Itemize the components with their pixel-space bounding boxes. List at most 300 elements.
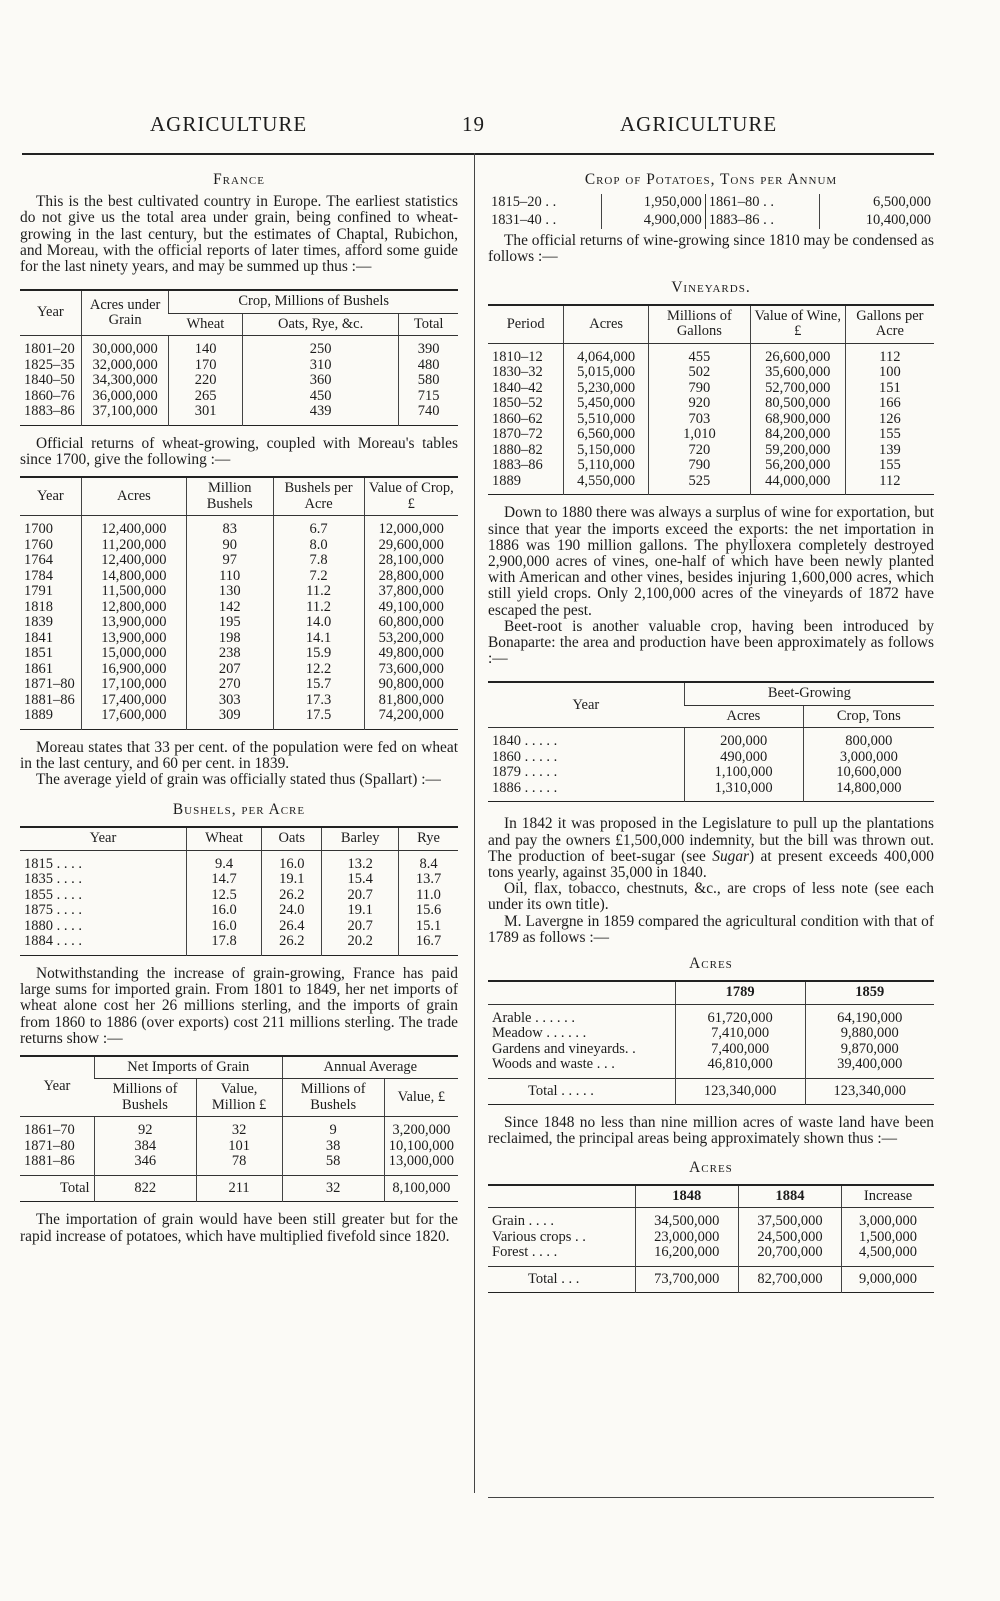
- table-cell: 10,400,000: [820, 212, 934, 230]
- table-cell: 1880 . . . .: [24, 917, 82, 934]
- table-cell: 450: [242, 389, 398, 405]
- table-cell: 5,110,000: [564, 458, 649, 474]
- right-column: [488, 168, 934, 1303]
- table-row: [488, 412, 934, 428]
- table-cell: 20.7: [322, 888, 399, 904]
- table-cell: 346: [94, 1154, 196, 1175]
- section-title-potatoes: Crop of Potatoes, Tons per Annum: [584, 171, 838, 188]
- col-header: Beet-Growing: [684, 682, 934, 705]
- table-row: [488, 1057, 934, 1078]
- table-row: [20, 553, 458, 569]
- table-cell: 26.2: [262, 934, 322, 955]
- table-row: [20, 662, 458, 678]
- table-cell: 112: [845, 343, 934, 365]
- table-cell: 24.0: [262, 903, 322, 919]
- table-cell: 265: [169, 389, 242, 405]
- table-cell: 9: [282, 1117, 384, 1139]
- table-cell: 310: [242, 358, 398, 374]
- table-row: [488, 427, 934, 443]
- paragraph: Since 1848 no less than nine million acres of waste land have been reclaimed, the principal areas being approximately shown thus :—: [488, 1114, 934, 1148]
- table-row: [20, 693, 458, 709]
- table-cell: 303: [186, 693, 273, 709]
- table-cell: 390: [399, 336, 458, 358]
- table-cell: 7,400,000: [675, 1042, 805, 1058]
- table-row: [488, 212, 934, 230]
- table-cell: 170: [169, 358, 242, 374]
- table-row: [20, 615, 458, 631]
- table-cell: 12,400,000: [81, 516, 186, 538]
- table-cell: 39,400,000: [805, 1057, 934, 1078]
- table-cell: 5,015,000: [564, 365, 649, 381]
- table-cell: 12,400,000: [81, 553, 186, 569]
- table-cell: 17.5: [273, 708, 364, 729]
- table-cell: 17.3: [273, 693, 364, 709]
- table-cell: 155: [845, 427, 934, 443]
- table-cell: 29,600,000: [364, 538, 458, 554]
- table-cell: 19.1: [262, 872, 322, 888]
- table-cell: 1839: [24, 614, 53, 631]
- table-row: [20, 677, 458, 693]
- col-header: Gallons per Acre: [845, 305, 934, 344]
- col-header: Wheat: [169, 313, 242, 336]
- table-cell: 46,810,000: [675, 1057, 805, 1078]
- table-cell: 5,450,000: [564, 396, 649, 412]
- paragraph: Notwithstanding the increase of grain-growing, France has paid large sums for imported grain. From 1801 to 1849, her net imports of wheat alone cost her 26 millions sterling, and the imports of grain from 1860 to 1886 (over exports) cost 211 millions sterling. The trade returns show :—: [20, 964, 458, 1047]
- table-row: [488, 396, 934, 412]
- table-row: [20, 358, 458, 374]
- col-header: Year: [20, 827, 186, 850]
- table-cell: 1886 . . . . .: [492, 779, 558, 796]
- table-cell: 1825–35: [24, 356, 75, 373]
- table-cell: 73,700,000: [635, 1266, 738, 1293]
- col-header: Crop, Millions of Bushels: [169, 290, 458, 313]
- table-cell: 822: [94, 1175, 196, 1202]
- table-cell: 82,700,000: [738, 1266, 841, 1293]
- closing-rule: [488, 1497, 934, 1498]
- table-row: [20, 850, 458, 872]
- column-divider: [474, 153, 475, 1493]
- table-cell: 1815 . . . .: [24, 855, 82, 872]
- page-number: 19: [462, 112, 485, 136]
- table-cell: 17,600,000: [81, 708, 186, 729]
- table-cell: 1889: [24, 707, 53, 724]
- table-cell: 24,500,000: [738, 1230, 841, 1246]
- table-cell: 4,500,000: [842, 1245, 934, 1266]
- table-cell: 490,000: [684, 750, 803, 766]
- table-cell: Total: [20, 1175, 94, 1202]
- table-cell: 1860–76: [24, 387, 75, 404]
- text-run: In 1842 it was proposed in the Legislature to pull up the plantations and pay the owners £1,500,000 indemnity, but the bill was thrown out. The production of beet-sugar (see: [488, 815, 934, 865]
- table-cell: 16,900,000: [81, 662, 186, 678]
- table-cell: 1883–86 . .: [705, 212, 820, 230]
- table-cell: 1881–86: [24, 1153, 75, 1170]
- table-cell: 1830–32: [492, 364, 543, 381]
- table-row: [20, 600, 458, 616]
- table-cell: 1840 . . . . .: [492, 733, 558, 750]
- table-row: [20, 404, 458, 425]
- table-cell: 16,200,000: [635, 1245, 738, 1266]
- table-row: [488, 750, 934, 766]
- table-cell: 1889: [492, 472, 521, 489]
- table-cell: 13,900,000: [81, 631, 186, 647]
- table-cell: 14,800,000: [81, 569, 186, 585]
- table-cell: 14,800,000: [803, 781, 934, 802]
- table-cell: 1,010: [649, 427, 751, 443]
- col-header: Millions of Bushels: [94, 1079, 196, 1117]
- table-cell: 740: [399, 404, 458, 425]
- table-cell: 1883–86: [492, 457, 543, 474]
- table-cell: 12.2: [273, 662, 364, 678]
- table-cell: 1850–52: [492, 395, 543, 412]
- table-row: [488, 1026, 934, 1042]
- table-cell: 23,000,000: [635, 1230, 738, 1246]
- table-acres-1789-1859: [488, 980, 934, 1105]
- table-cell: 37,100,000: [81, 404, 169, 425]
- table-cell: 12,000,000: [364, 516, 458, 538]
- table-cell: 112: [845, 474, 934, 495]
- table-cell: 1881–86: [24, 691, 75, 708]
- table-cell: 198: [186, 631, 273, 647]
- table-cell: 1870–72: [492, 426, 543, 443]
- table-cell: 17.8: [186, 934, 261, 955]
- table-row: [20, 888, 458, 904]
- table-cell: Meadow . . . . . .: [492, 1025, 587, 1042]
- table-cell: 580: [399, 373, 458, 389]
- table-row: [488, 1004, 934, 1026]
- table-cell: 1871–80: [24, 676, 75, 693]
- table-cell: 1860–62: [492, 410, 543, 427]
- table-cell: 11,500,000: [81, 584, 186, 600]
- table-cell: 920: [649, 396, 751, 412]
- table-cell: 1861–70: [24, 1122, 75, 1139]
- table-cell: 52,700,000: [750, 381, 845, 397]
- table-cell: 123,340,000: [675, 1078, 805, 1105]
- table-cell: 12,800,000: [81, 600, 186, 616]
- table-cell: 800,000: [803, 728, 934, 750]
- table-cell: Woods and waste . . .: [492, 1056, 615, 1073]
- col-header: Increase: [842, 1185, 934, 1208]
- table-cell: 5,230,000: [564, 381, 649, 397]
- table-row: [488, 365, 934, 381]
- table-cell: 9,880,000: [805, 1026, 934, 1042]
- paragraph: Oil, flax, tobacco, chestnuts, &c., are crops of less note (see each under its own title).: [488, 880, 934, 914]
- table-cell: 13,900,000: [81, 615, 186, 631]
- table-cell: 56,200,000: [750, 458, 845, 474]
- table-cell: 211: [196, 1175, 282, 1202]
- table-row: [488, 1245, 934, 1266]
- table-row: [488, 194, 934, 212]
- table-cell: 6.7: [273, 516, 364, 538]
- table-cell: 480: [399, 358, 458, 374]
- table-cell: 90: [186, 538, 273, 554]
- col-header: Bushels per Acre: [273, 477, 364, 516]
- table-cell: 35,600,000: [750, 365, 845, 381]
- col-header: Oats, Rye, &c.: [242, 313, 398, 336]
- table-cell: 5,150,000: [564, 443, 649, 459]
- col-header: Million Bushels: [186, 477, 273, 516]
- table-cell: 11,200,000: [81, 538, 186, 554]
- table-cell: 36,000,000: [81, 389, 169, 405]
- table-total-row: [488, 1078, 934, 1105]
- table-cell: 3,000,000: [842, 1208, 934, 1230]
- paragraph: The importation of grain would have been still greater but for the rapid increase of potatoes, which have multiplied fivefold since 1820.: [20, 1211, 458, 1245]
- table-cell: 97: [186, 553, 273, 569]
- table-row: [20, 872, 458, 888]
- table-potatoes: [488, 194, 934, 229]
- table-cell: 16.0: [186, 919, 261, 935]
- col-header: 1884: [738, 1185, 841, 1208]
- table-row: [20, 336, 458, 358]
- table-cell: 207: [186, 662, 273, 678]
- table-cell: 13,000,000: [384, 1154, 458, 1175]
- table-cell: 301: [169, 404, 242, 425]
- table-cell: 16.0: [186, 903, 261, 919]
- col-header: Crop, Tons: [803, 705, 934, 728]
- table-cell: 37,500,000: [738, 1208, 841, 1230]
- table-cell: Gardens and vineyards. .: [492, 1040, 636, 1057]
- table-cell: 250: [242, 336, 398, 358]
- table-cell: 32,000,000: [81, 358, 169, 374]
- table-cell: 1,950,000: [602, 194, 705, 212]
- col-header: Year: [488, 682, 684, 728]
- table-cell: 166: [845, 396, 934, 412]
- table-row: [488, 458, 934, 474]
- table-cell: 142: [186, 600, 273, 616]
- table-cell: 5,510,000: [564, 412, 649, 428]
- table-cell: 14.7: [186, 872, 261, 888]
- table-cell: 60,800,000: [364, 615, 458, 631]
- table-beet-growing: [488, 681, 934, 802]
- table-cell: 110: [186, 569, 273, 585]
- table-cell: 126: [845, 412, 934, 428]
- table-cell: 1760: [24, 536, 53, 553]
- table-cell: 13.7: [399, 872, 458, 888]
- header-rule: [22, 153, 934, 155]
- col-header: Acres under Grain: [81, 290, 169, 336]
- table-total-row: [20, 1175, 458, 1202]
- col-header: Rye: [399, 827, 458, 850]
- section-title-acres-1: Acres: [689, 954, 733, 972]
- table-cell: 1831–40 . .: [491, 211, 557, 228]
- table-cell: 1861–80 . .: [705, 194, 820, 212]
- table-row: [20, 903, 458, 919]
- table-cell: 34,500,000: [635, 1208, 738, 1230]
- table-cell: 16.0: [262, 850, 322, 872]
- table-row: [488, 381, 934, 397]
- table-cell: 28,800,000: [364, 569, 458, 585]
- table-cell: 84,200,000: [750, 427, 845, 443]
- table-cell: 220: [169, 373, 242, 389]
- table-cell: 64,190,000: [805, 1004, 934, 1026]
- table-cell: 1,500,000: [842, 1230, 934, 1246]
- table-cell: 360: [242, 373, 398, 389]
- left-column: [20, 168, 458, 1245]
- table-cell: 80,500,000: [750, 396, 845, 412]
- table-cell: 16.7: [399, 934, 458, 955]
- table-cell: 68,900,000: [750, 412, 845, 428]
- table-cell: Total . . .: [488, 1266, 635, 1293]
- table-cell: 17,100,000: [81, 677, 186, 693]
- table-wheat-returns: [20, 476, 458, 730]
- col-header: Year: [20, 290, 81, 336]
- table-cell: 1879 . . . . .: [492, 764, 558, 781]
- table-cell: 8.0: [273, 538, 364, 554]
- table-row: [488, 474, 934, 495]
- table-cell: 1855 . . . .: [24, 886, 82, 903]
- table-cell: 1861: [24, 660, 53, 677]
- table-cell: 238: [186, 646, 273, 662]
- section-title-vineyards: Vineyards.: [671, 278, 751, 296]
- table-cell: 790: [649, 381, 751, 397]
- table-cell: 78: [196, 1154, 282, 1175]
- table-cell: 20,700,000: [738, 1245, 841, 1266]
- table-cell: 1851: [24, 645, 53, 662]
- col-header: Value of Wine, £: [750, 305, 845, 344]
- col-header: 1859: [805, 981, 934, 1004]
- table-row: [20, 919, 458, 935]
- table-cell: 455: [649, 343, 751, 365]
- table-cell: 4,064,000: [564, 343, 649, 365]
- table-vineyards: [488, 304, 934, 496]
- table-row: [488, 781, 934, 802]
- table-cell: 81,800,000: [364, 693, 458, 709]
- col-header: 1848: [635, 1185, 738, 1208]
- table-cell: Total . . . . .: [488, 1078, 675, 1105]
- col-header-empty: [488, 1185, 635, 1208]
- table-cell: Forest . . . .: [492, 1244, 558, 1261]
- table-cell: 9.4: [186, 850, 261, 872]
- table-row: [488, 1208, 934, 1230]
- table-cell: 1835 . . . .: [24, 871, 82, 888]
- col-header: Annual Average: [282, 1056, 458, 1079]
- table-cell: 8,100,000: [384, 1175, 458, 1202]
- table-cell: 140: [169, 336, 242, 358]
- table-cell: 11.0: [399, 888, 458, 904]
- table-cell: 6,560,000: [564, 427, 649, 443]
- section-title-acres-2: Acres: [689, 1158, 733, 1176]
- table-cell: 32: [196, 1117, 282, 1139]
- table-row: [20, 934, 458, 955]
- paragraph: The average yield of grain was officially stated thus (Spallart) :—: [36, 771, 441, 789]
- table-row: [20, 1139, 458, 1155]
- table-acres-1848-1884: [488, 1184, 934, 1294]
- table-cell: 100: [845, 365, 934, 381]
- table-total-row: [488, 1266, 934, 1293]
- table-cell: 1810–12: [492, 348, 543, 365]
- table-cell: 11.2: [273, 600, 364, 616]
- table-cell: 6,500,000: [820, 194, 934, 212]
- table-cell: 123,340,000: [805, 1078, 934, 1105]
- table-bushels-per-acre: [20, 826, 458, 956]
- table-cell: 130: [186, 584, 273, 600]
- table-cell: 90,800,000: [364, 677, 458, 693]
- table-cell: 7.2: [273, 569, 364, 585]
- table-cell: 30,000,000: [81, 336, 169, 358]
- table-row: [20, 1117, 458, 1139]
- table-cell: 155: [845, 458, 934, 474]
- table-cell: 13.2: [322, 850, 399, 872]
- table-cell: 1791: [24, 583, 53, 600]
- table-row: [20, 569, 458, 585]
- table-cell: 26,600,000: [750, 343, 845, 365]
- table-cell: 12.5: [186, 888, 261, 904]
- running-header-left: AGRICULTURE: [150, 112, 308, 136]
- col-header: Period: [488, 305, 564, 344]
- table-cell: 309: [186, 708, 273, 729]
- table-cell: 1840–42: [492, 379, 543, 396]
- col-header: Oats: [262, 827, 322, 850]
- paragraph: Official returns of wheat-growing, coupled with Moreau's tables since 1700, give the following :—: [20, 434, 458, 468]
- paragraph: [488, 816, 934, 881]
- table-row: [20, 538, 458, 554]
- table-cell: Grain . . . .: [492, 1213, 555, 1230]
- table-cell: 59,200,000: [750, 443, 845, 459]
- table-cell: 11.2: [273, 584, 364, 600]
- table-cell: 101: [196, 1139, 282, 1155]
- paragraph: This is the best cultivated country in Europe. The earliest statistics do not give us the total area under grain, being confined to wheat-growing in the last century, but the estimates of Chaptal, Rubichon, and Moreau, with the official reports of later times, afford some guide for the last ninety years, and may be summed up thus :—: [20, 193, 458, 276]
- section-title-bushels: Bushels, per Acre: [172, 801, 306, 819]
- table-row: [20, 708, 458, 729]
- table-cell: 1841: [24, 629, 53, 646]
- table-cell: 703: [649, 412, 751, 428]
- table-row: [20, 584, 458, 600]
- col-header: Millions of Bushels: [282, 1079, 384, 1117]
- table-cell: 15.4: [322, 872, 399, 888]
- paragraph: M. Lavergne in 1859 compared the agricultural condition with that of 1789 as follows :—: [488, 912, 934, 946]
- paragraph: Beet-root is another valuable crop, having been introduced by Bonaparte: the area and production have been approximately as follows :—: [488, 617, 934, 668]
- table-cell: 439: [242, 404, 398, 425]
- col-header: Acres: [684, 705, 803, 728]
- table-cell: 1875 . . . .: [24, 902, 82, 919]
- table-cell: 1764: [24, 552, 53, 569]
- col-header: 1789: [675, 981, 805, 1004]
- running-header-right: AGRICULTURE: [620, 112, 778, 136]
- table-cell: 20.2: [322, 934, 399, 955]
- table-cell: 384: [94, 1139, 196, 1155]
- col-header: Millions of Gallons: [649, 305, 751, 344]
- table-row: [488, 728, 934, 750]
- table-row: [488, 443, 934, 459]
- table-cell: 10,100,000: [384, 1139, 458, 1155]
- text-run: ) at present exceeds 400,000 tons yearly, against 35,000 in 1840.: [488, 847, 934, 881]
- table-cell: 525: [649, 474, 751, 495]
- table-cell: 38: [282, 1139, 384, 1155]
- table-cell: 1860 . . . . .: [492, 748, 558, 765]
- col-header: Net Imports of Grain: [94, 1056, 282, 1079]
- table-row: [488, 1042, 934, 1058]
- table-cell: 20.7: [322, 919, 399, 935]
- table-cell: 15.6: [399, 903, 458, 919]
- table-cell: 26.2: [262, 888, 322, 904]
- table-cell: 715: [399, 389, 458, 405]
- table-cell: 10,600,000: [803, 765, 934, 781]
- table-cell: 61,720,000: [675, 1004, 805, 1026]
- table-cell: 37,800,000: [364, 584, 458, 600]
- paragraph: The official returns of wine-growing since 1810 may be condensed as follows :—: [488, 232, 934, 266]
- paragraph: Moreau states that 33 per cent. of the population were fed on wheat in the last century, and 60 per cent. in 1839.: [20, 738, 458, 772]
- col-header-empty: [488, 981, 675, 1004]
- table-cell: 7.8: [273, 553, 364, 569]
- table-row: [488, 765, 934, 781]
- col-header: Total: [399, 313, 458, 336]
- col-header: Value, £: [384, 1079, 458, 1117]
- table-cell: 92: [94, 1117, 196, 1139]
- table-cell: 3,000,000: [803, 750, 934, 766]
- table-cell: Arable . . . . . .: [492, 1009, 575, 1026]
- col-header: Value of Crop, £: [364, 477, 458, 516]
- col-header: Acres: [564, 305, 649, 344]
- table-cell: 1880–82: [492, 441, 543, 458]
